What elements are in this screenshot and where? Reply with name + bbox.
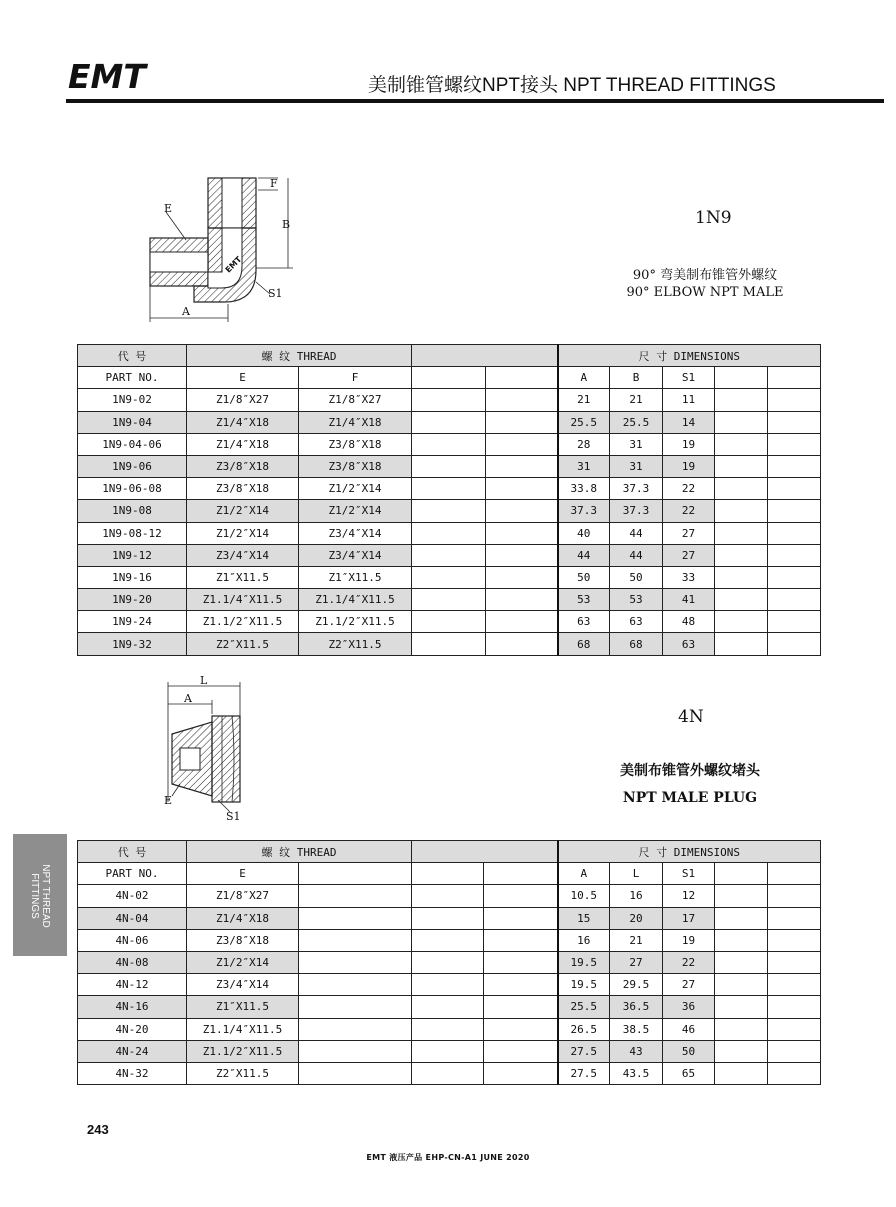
cell-a: 40 <box>558 522 610 544</box>
cell-s1: 14 <box>663 411 715 433</box>
dim-a-label: A <box>184 692 192 705</box>
table-row <box>78 566 821 588</box>
cell-part: 1N9-06 <box>78 455 187 477</box>
cell-e: Z1/2″X14 <box>187 522 299 544</box>
spec-table-4n <box>77 840 821 1085</box>
cell-a: 16 <box>558 929 610 951</box>
col-b: B <box>610 367 663 389</box>
footer-text: EMT 液压产品 EHP-CN-A1 JUNE 2020 <box>366 1153 530 1162</box>
col-a: A <box>558 367 610 389</box>
table-row <box>78 974 821 996</box>
plug-drawing <box>150 672 260 824</box>
spec-table-1n9 <box>77 344 821 656</box>
table-row <box>78 433 821 455</box>
table-row <box>78 544 821 566</box>
cell-e: Z1/2″X14 <box>187 951 299 973</box>
cell-e: Z1/2″X14 <box>187 500 299 522</box>
product-desc-cn-1n9: 90° 弯美制布锥管外螺纹 <box>632 268 778 283</box>
cell-e: Z1″X11.5 <box>187 566 299 588</box>
header-part-en: PART NO. <box>78 863 187 885</box>
cell-a: 33.8 <box>558 478 610 500</box>
dim-e-label: E <box>164 794 173 807</box>
cell-e: Z1.1/2″X11.5 <box>187 611 299 633</box>
cell-s1: 27 <box>663 974 715 996</box>
cell-part: 1N9-32 <box>78 633 187 655</box>
col-s1: S1 <box>663 863 715 885</box>
cell-s1: 22 <box>663 500 715 522</box>
col-e: E <box>187 863 299 885</box>
cell-l: 36.5 <box>610 996 663 1018</box>
cell-a: 63 <box>558 611 610 633</box>
emt-stamp: EMT <box>223 254 244 275</box>
cell-a: 28 <box>558 433 610 455</box>
product-desc-en-4n: NPT MALE PLUG <box>622 790 758 806</box>
cell-b: 68 <box>610 633 663 655</box>
cell-f: Z3/8″X18 <box>299 433 412 455</box>
cell-a: 21 <box>558 389 610 411</box>
cell-f: Z3/4″X14 <box>299 544 412 566</box>
table-row <box>78 500 821 522</box>
cell-a: 50 <box>558 566 610 588</box>
col-f: F <box>299 367 412 389</box>
cell-a: 68 <box>558 633 610 655</box>
cell-e: Z1/4″X18 <box>187 433 299 455</box>
cell-b: 53 <box>610 589 663 611</box>
dim-e-label: E <box>164 202 173 215</box>
dim-f-label: F <box>270 177 278 190</box>
cell-a: 15 <box>558 907 610 929</box>
table-row <box>78 1062 821 1084</box>
page-number: 243 <box>87 1122 109 1137</box>
col-a: A <box>558 863 610 885</box>
logo-text: EMT <box>68 57 146 96</box>
cell-e: Z2″X11.5 <box>187 633 299 655</box>
cell-part: 1N9-08 <box>78 500 187 522</box>
table-row <box>78 1040 821 1062</box>
side-tab-line1: NPT THREAD <box>40 864 51 928</box>
cell-part: 4N-06 <box>78 929 187 951</box>
cell-part: 1N9-08-12 <box>78 522 187 544</box>
cell-b: 50 <box>610 566 663 588</box>
cell-part: 4N-08 <box>78 951 187 973</box>
cell-part: 4N-12 <box>78 974 187 996</box>
cell-e: Z1.1/2″X11.5 <box>187 1040 299 1062</box>
cell-part: 1N9-20 <box>78 589 187 611</box>
header-thread: 螺 纹 THREAD <box>187 841 412 863</box>
cell-e: Z1.1/4″X11.5 <box>187 589 299 611</box>
cell-f: Z2″X11.5 <box>299 633 412 655</box>
cell-part: 1N9-04 <box>78 411 187 433</box>
cell-part: 1N9-24 <box>78 611 187 633</box>
table-header-row <box>78 841 821 863</box>
product-desc-cn-4n: 美制布锥管外螺纹堵头 <box>620 763 760 779</box>
cell-s1: 36 <box>663 996 715 1018</box>
cell-b: 37.3 <box>610 478 663 500</box>
header-dimensions: 尺 寸 DIMENSIONS <box>558 841 821 863</box>
cell-f: Z1.1/4″X11.5 <box>299 589 412 611</box>
dim-s1-label: S1 <box>268 287 283 300</box>
cell-part: 1N9-06-08 <box>78 478 187 500</box>
table-row <box>78 611 821 633</box>
cell-l: 21 <box>610 929 663 951</box>
cell-a: 25.5 <box>558 411 610 433</box>
cell-f: Z3/4″X14 <box>299 522 412 544</box>
cell-s1: 17 <box>663 907 715 929</box>
cell-part: 4N-20 <box>78 1018 187 1040</box>
cell-a: 53 <box>558 589 610 611</box>
cell-part: 4N-16 <box>78 996 187 1018</box>
cell-f: Z1/8″X27 <box>299 389 412 411</box>
cell-l: 38.5 <box>610 1018 663 1040</box>
emt-logo <box>66 52 166 98</box>
cell-e: Z2″X11.5 <box>187 1062 299 1084</box>
cell-s1: 41 <box>663 589 715 611</box>
cell-s1: 50 <box>663 1040 715 1062</box>
cell-e: Z3/4″X14 <box>187 544 299 566</box>
col-e: E <box>187 367 299 389</box>
cell-s1: 65 <box>663 1062 715 1084</box>
dim-a-label: A <box>182 305 190 318</box>
table-row <box>78 455 821 477</box>
cell-e: Z1/4″X18 <box>187 907 299 929</box>
dim-b-label: B <box>282 218 291 231</box>
cell-b: 31 <box>610 455 663 477</box>
cell-a: 27.5 <box>558 1040 610 1062</box>
cell-s1: 27 <box>663 544 715 566</box>
cell-s1: 22 <box>663 478 715 500</box>
cell-f: Z1/4″X18 <box>299 411 412 433</box>
header-title: 美制锥管螺纹NPT接头 NPT THREAD FITTINGS <box>368 75 776 96</box>
table-subheader-row <box>78 863 821 885</box>
cell-f: Z1/2″X14 <box>299 478 412 500</box>
cell-s1: 46 <box>663 1018 715 1040</box>
cell-s1: 19 <box>663 929 715 951</box>
cell-f: Z1″X11.5 <box>299 566 412 588</box>
table-row <box>78 522 821 544</box>
cell-a: 26.5 <box>558 1018 610 1040</box>
cell-l: 43.5 <box>610 1062 663 1084</box>
product-desc-en-1n9: 90° ELBOW NPT MALE <box>626 285 784 300</box>
header-blank <box>412 841 558 863</box>
header-part-cn: 代 号 <box>78 345 187 367</box>
elbow-drawing <box>138 170 308 325</box>
cell-e: Z1″X11.5 <box>187 996 299 1018</box>
cell-l: 29.5 <box>610 974 663 996</box>
table-row <box>78 907 821 929</box>
cell-s1: 63 <box>663 633 715 655</box>
cell-e: Z1/8″X27 <box>187 885 299 907</box>
cell-a: 31 <box>558 455 610 477</box>
cell-part: 1N9-04-06 <box>78 433 187 455</box>
cell-l: 20 <box>610 907 663 929</box>
cell-part: 1N9-16 <box>78 566 187 588</box>
cell-b: 31 <box>610 433 663 455</box>
table-row <box>78 389 821 411</box>
side-tab-label <box>29 864 51 928</box>
cell-b: 37.3 <box>610 500 663 522</box>
cell-s1: 27 <box>663 522 715 544</box>
header-rule <box>66 99 884 103</box>
cell-e: Z3/4″X14 <box>187 974 299 996</box>
cell-s1: 12 <box>663 885 715 907</box>
col-l: L <box>610 863 663 885</box>
cell-f: Z1/2″X14 <box>299 500 412 522</box>
cell-l: 27 <box>610 951 663 973</box>
table-row <box>78 589 821 611</box>
cell-e: Z1/8″X27 <box>187 389 299 411</box>
cell-b: 63 <box>610 611 663 633</box>
col-s1: S1 <box>663 367 715 389</box>
table-row <box>78 885 821 907</box>
table-row <box>78 633 821 655</box>
cell-s1: 11 <box>663 389 715 411</box>
cell-s1: 48 <box>663 611 715 633</box>
cell-e: Z3/8″X18 <box>187 478 299 500</box>
cell-a: 19.5 <box>558 974 610 996</box>
product-code-1n9: 1N9 <box>695 208 732 228</box>
table-row <box>78 1018 821 1040</box>
header-blank <box>412 345 558 367</box>
cell-s1: 33 <box>663 566 715 588</box>
cell-b: 25.5 <box>610 411 663 433</box>
cell-l: 16 <box>610 885 663 907</box>
cell-part: 1N9-12 <box>78 544 187 566</box>
cell-s1: 19 <box>663 433 715 455</box>
cell-s1: 19 <box>663 455 715 477</box>
cell-a: 44 <box>558 544 610 566</box>
cell-part: 4N-24 <box>78 1040 187 1062</box>
header-part-en: PART NO. <box>78 367 187 389</box>
cell-b: 44 <box>610 544 663 566</box>
table-row <box>78 951 821 973</box>
cell-e: Z1.1/4″X11.5 <box>187 1018 299 1040</box>
side-tab-line2: FITTINGS <box>29 873 40 919</box>
cell-e: Z3/8″X18 <box>187 455 299 477</box>
cell-part: 4N-02 <box>78 885 187 907</box>
table-header-row <box>78 345 821 367</box>
cell-a: 25.5 <box>558 996 610 1018</box>
cell-a: 10.5 <box>558 885 610 907</box>
cell-e: Z1/4″X18 <box>187 411 299 433</box>
cell-e: Z3/8″X18 <box>187 929 299 951</box>
cell-a: 19.5 <box>558 951 610 973</box>
product-code-4n: 4N <box>678 707 704 727</box>
table-subheader-row <box>78 367 821 389</box>
header-dimensions: 尺 寸 DIMENSIONS <box>558 345 821 367</box>
cell-b: 44 <box>610 522 663 544</box>
dim-s1-label: S1 <box>226 810 241 823</box>
cell-a: 27.5 <box>558 1062 610 1084</box>
header-thread: 螺 纹 THREAD <box>187 345 412 367</box>
cell-s1: 22 <box>663 951 715 973</box>
cell-part: 4N-04 <box>78 907 187 929</box>
cell-l: 43 <box>610 1040 663 1062</box>
cell-f: Z3/8″X18 <box>299 455 412 477</box>
table-row <box>78 478 821 500</box>
cell-a: 37.3 <box>558 500 610 522</box>
cell-part: 4N-32 <box>78 1062 187 1084</box>
table-row <box>78 929 821 951</box>
dim-l-label: L <box>200 674 208 687</box>
table-row <box>78 996 821 1018</box>
cell-f: Z1.1/2″X11.5 <box>299 611 412 633</box>
cell-b: 21 <box>610 389 663 411</box>
cell-part: 1N9-02 <box>78 389 187 411</box>
header-part-cn: 代 号 <box>78 841 187 863</box>
table-row <box>78 411 821 433</box>
